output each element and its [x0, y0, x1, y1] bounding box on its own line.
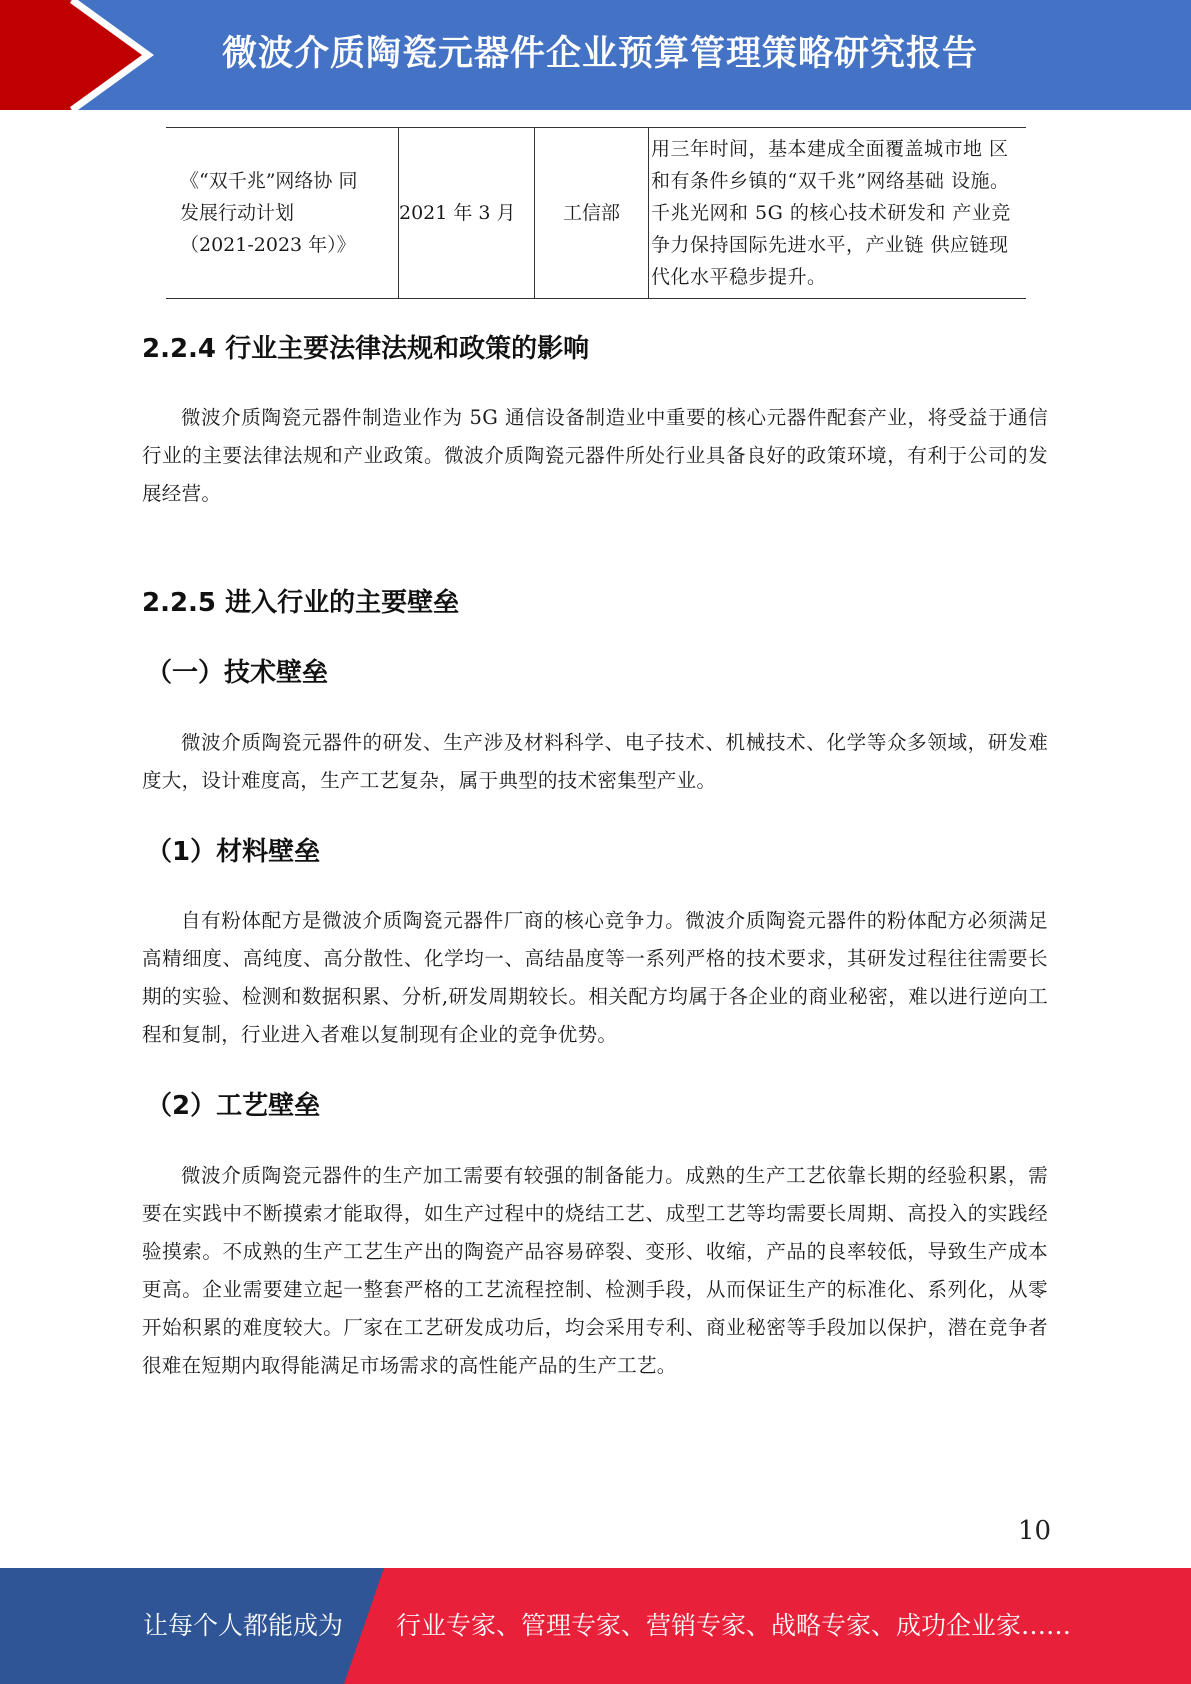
- policy-name-cell: [166, 128, 399, 299]
- header-banner: [0, 0, 1191, 110]
- material-barrier-paragraph: 自有粉体配方是微波介质陶瓷元器件厂商的核心竞争力。微波介质陶瓷元器件的粉体配方必须满足高精细度、高纯度、高分散性、化学均一、高结晶度等一系列严格的技术要求，其研发过程往往需要长期的实验、检测和数据积累、分析,研发周期较长。相关配方均属于各企业的商业秘密，难以进行逆向工程和复制，行业进入者难以复制现有企业的竞争优势。: [142, 909, 1048, 1046]
- subsection-heading-material-barrier: （1）材料壁垒: [146, 837, 321, 867]
- subsection-heading-process-barrier: （2）工艺壁垒: [146, 1091, 321, 1121]
- footer-slogan-right: 行业专家、管理专家、营销专家、战略专家、成功企业家……: [396, 1611, 1072, 1640]
- tech-barrier-paragraph: 微波介质陶瓷元器件的研发、生产涉及材料科学、电子技术、机械技术、化学等众多领域，研发难度大，设计难度高，生产工艺复杂，属于典型的技术密集型产业。: [142, 731, 1048, 792]
- section-heading-2-2-4: 2.2.4 行业主要法律法规和政策的影响: [142, 334, 590, 364]
- page-number: 10: [1018, 1516, 1052, 1546]
- policy-name-line: 《“双千兆”网络协 同: [180, 170, 358, 192]
- policy-name-line: 发展行动计划: [180, 202, 295, 224]
- subsection-heading-tech-barrier: （一）技术壁垒: [146, 658, 329, 688]
- footer-banner: [0, 1568, 1191, 1684]
- policy-name-line: （2021-2023 年）》: [180, 234, 356, 256]
- report-title: 微波介质陶瓷元器件企业预算管理策略研究报告: [222, 34, 979, 74]
- footer-slogan-left: 让每个人都能成为: [143, 1611, 344, 1640]
- table-row: [166, 128, 1026, 299]
- policy-table: [166, 127, 1026, 299]
- section-heading-2-2-5: 2.2.5 进入行业的主要壁垒: [142, 588, 460, 618]
- header-chevron-decoration: [0, 0, 160, 110]
- policy-description-cell: 用三年时间，基本建成全面覆盖城市地 区和有条件乡镇的“双千兆”网络基础 设施。千兆光网和 5G 的核心技术研发和 产业竞争力保持国际先进水平，产业链 供应链现代化水平稳步提升。: [649, 128, 1027, 299]
- section-2-2-4-paragraph: 微波介质陶瓷元器件制造业作为 5G 通信设备制造业中重要的核心元器件配套产业，将受益于通信行业的主要法律法规和产业政策。微波介质陶瓷元器件所处行业具备良好的政策环境，有利于公司的发展经营。: [142, 406, 1048, 505]
- policy-date-cell: 2021 年 3 月: [399, 128, 535, 299]
- policy-department-cell: 工信部: [535, 128, 649, 299]
- process-barrier-paragraph: 微波介质陶瓷元器件的生产加工需要有较强的制备能力。成熟的生产工艺依靠长期的经验积累，需要在实践中不断摸索才能取得，如生产过程中的烧结工艺、成型工艺等均需要长周期、高投入的实践经验摸索。不成熟的生产工艺生产出的陶瓷产品容易碎裂、变形、收缩，产品的良率较低，导致生产成本更高。企业需要建立起一整套严格的工艺流程控制、检测手段，从而保证生产的标准化、系列化，从零开始积累的难度较大。厂家在工艺研发成功后，均会采用专利、商业秘密等手段加以保护，潜在竞争者很难在短期内取得能满足市场需求的高性能产品的生产工艺。: [142, 1164, 1048, 1377]
